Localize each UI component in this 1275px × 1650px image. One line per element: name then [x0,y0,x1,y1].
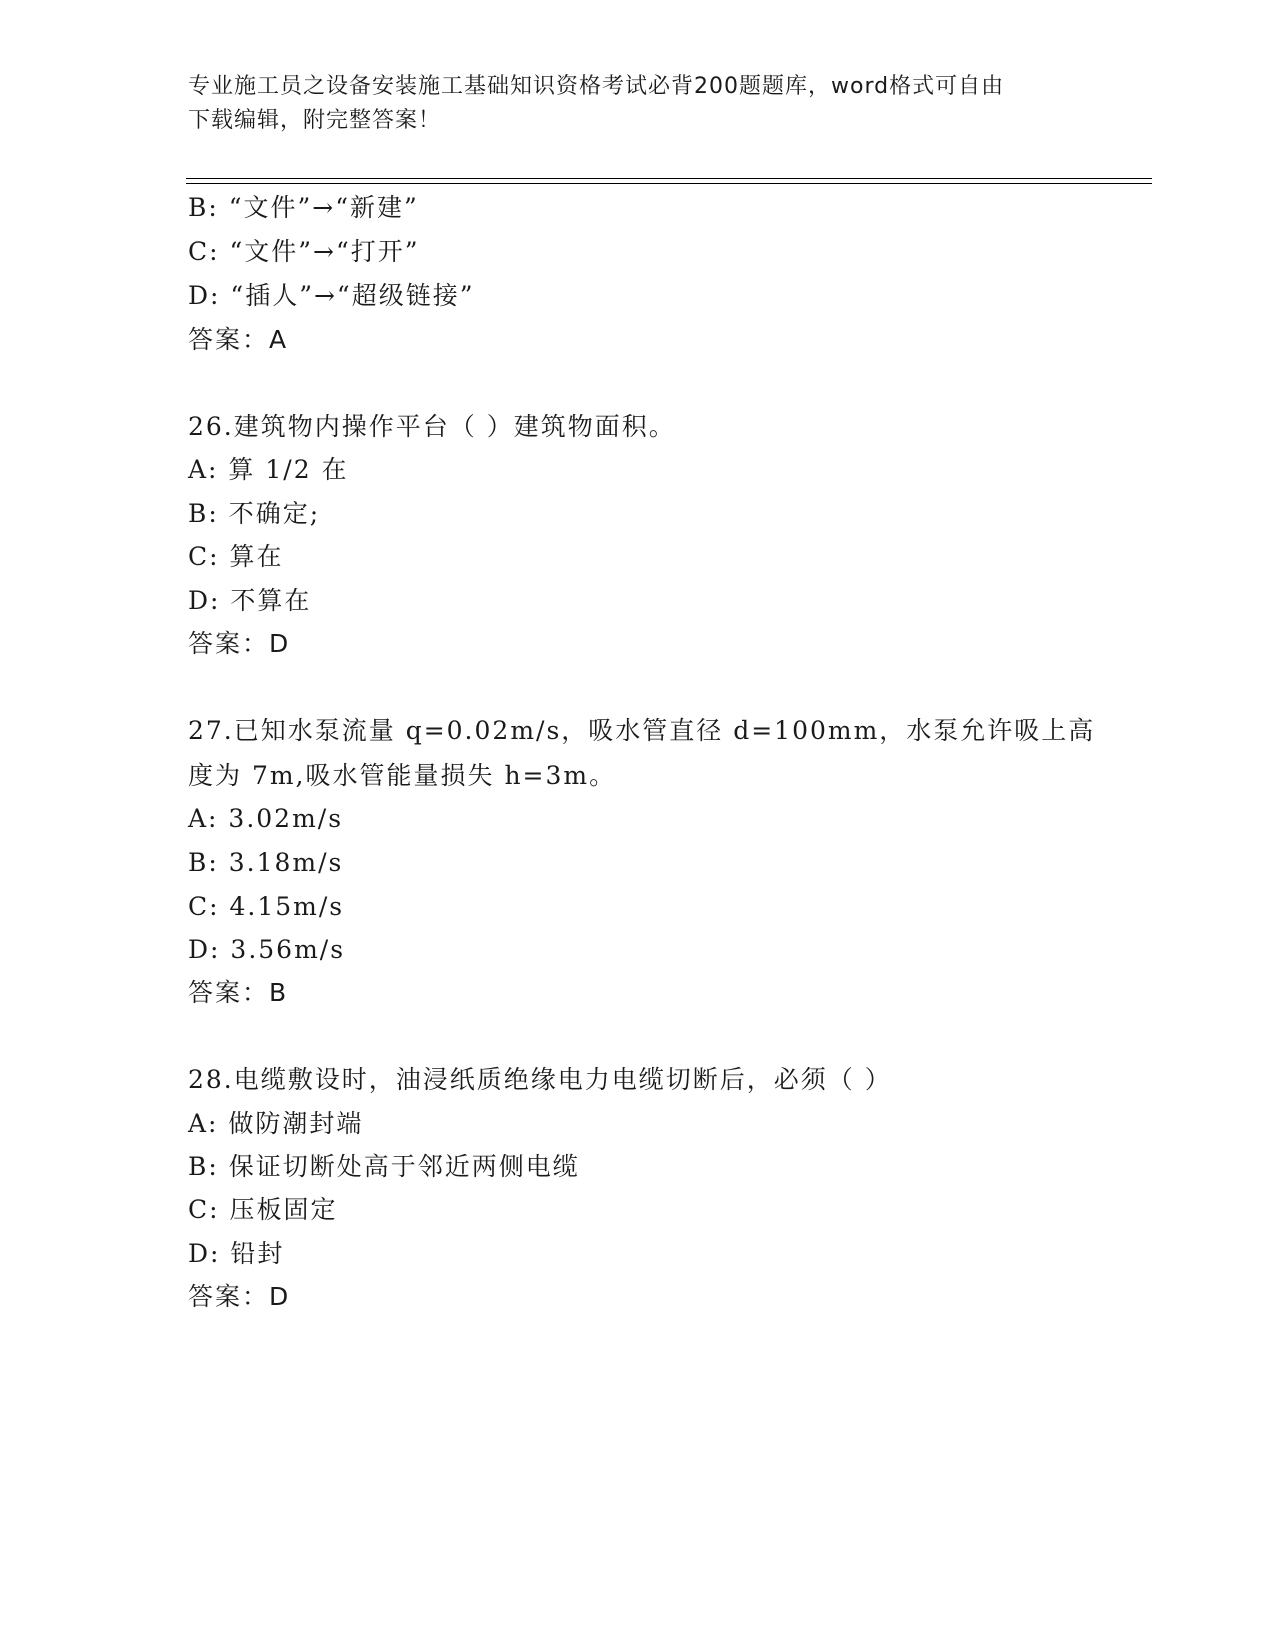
document-header [188,70,1088,138]
q25-option-b: B: “文件”→“新建” [188,193,419,222]
q28-option-a: A: 做防潮封端 [188,1109,364,1138]
header-line-2: 下载编辑，附完整答案！ [188,108,442,133]
q25-option-c: C: “文件”→“打开” [188,237,420,266]
q28-option-b: B: 保证切断处高于邻近两侧电缆 [188,1152,580,1181]
q27-option-c: C: 4.15m/s [188,892,345,921]
q26-option-d: D: 不算在 [188,586,312,615]
q27-answer: 答案：B [188,978,289,1007]
q27-option-d: D: 3.56m/s [188,935,346,964]
q25-option-d: D: “插人”→“超级链接” [188,281,475,310]
header-line-1: 专业施工员之设备安装施工基础知识资格考试必背200题题库，word格式可自由 [188,74,1005,99]
q26-stem: 26.建筑物内操作平台（ ）建筑物面积。 [188,412,676,441]
q26-answer: 答案：D [188,629,291,658]
q25-answer: 答案：A [188,325,289,354]
q27-stem-line-1: 27.已知水泵流量 q=0.02m/s，吸水管直径 d=100mm，水泵允许吸上高 [188,716,1096,745]
header-divider-top [186,178,1152,179]
q27-option-b: B: 3.18m/s [188,848,344,877]
q26-option-a: A: 算 1/2 在 [188,455,349,484]
q28-option-d: D: 铅封 [188,1239,285,1268]
q27-option-a: A: 3.02m/s [188,804,344,833]
q26-option-b: B: 不确定; [188,499,321,528]
q28-stem: 28.电缆敷设时，油浸纸质绝缘电力电缆切断后，必须（ ） [188,1065,892,1094]
q26-option-c: C: 算在 [188,542,284,571]
q27-stem-line-2: 度为 7m,吸水管能量损失 h=3m。 [188,761,617,790]
q28-answer: 答案：D [188,1282,291,1311]
q28-option-c: C: 压板固定 [188,1195,338,1224]
header-divider-bottom [186,183,1152,184]
